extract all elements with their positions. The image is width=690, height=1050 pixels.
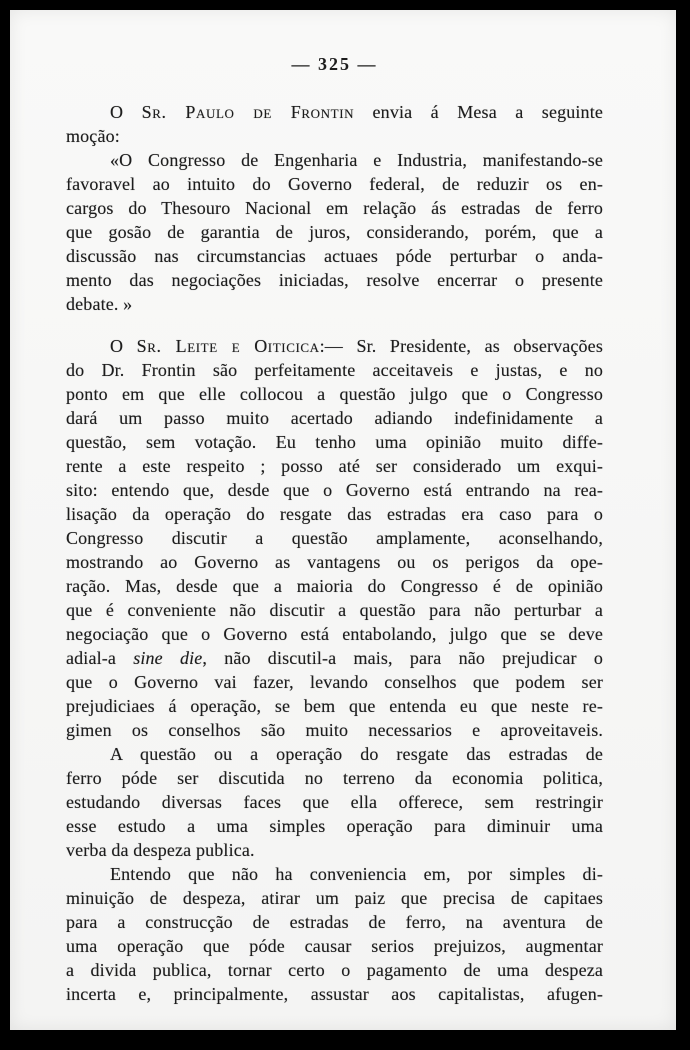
text-segment: rente a este respeito ; posso até ser considerado um exqui- [66, 456, 603, 476]
motion-quote [66, 148, 603, 316]
text-line [66, 958, 603, 982]
text-segment: ração. Mas, desde que a maioria do Congresso é de opinião [66, 576, 603, 596]
text-line [66, 478, 603, 502]
document-text [66, 100, 603, 1006]
text-segment: a divida publica, tornar certo o pagamento de uma despeza [66, 960, 603, 980]
text-segment: «O Congresso de Engenharia e Industria, manifestando-se [110, 150, 603, 170]
text-line [66, 718, 603, 742]
text-line [66, 358, 603, 382]
text-segment: para a construcção de estradas de ferro, na aventura de [66, 912, 603, 932]
text-line [66, 646, 603, 670]
text-line [66, 172, 603, 196]
text-line [66, 292, 603, 316]
text-line [66, 886, 603, 910]
text-line [66, 550, 603, 574]
text-line [66, 910, 603, 934]
text-segment: O [110, 102, 142, 122]
text-line [66, 382, 603, 406]
text-segment: questão, sem votação. Eu tenho uma opinião muito diffe- [66, 432, 603, 452]
text-line [66, 622, 603, 646]
text-segment: lisação da operação do resgate das estradas era caso para o [66, 504, 603, 524]
text-segment: mento das negociações iniciadas, resolve encerrar o presente [66, 270, 603, 290]
text-segment: discussão nas circumstancias actuaes póde perturbar o anda- [66, 246, 603, 266]
page-number: — 325 — [291, 54, 378, 74]
text-segment: moção: [66, 126, 120, 146]
text-segment-italic: sine die [133, 648, 203, 668]
text-segment: Entendo que não ha conveniencia em, por simples di- [110, 864, 603, 884]
text-line [66, 526, 603, 550]
text-line [66, 814, 603, 838]
text-line [66, 148, 603, 172]
text-segment: :— Sr. Presidente, as observações [319, 336, 603, 356]
text-line [66, 766, 603, 790]
text-line [66, 934, 603, 958]
text-line [66, 430, 603, 454]
text-segment-smallcaps: Sr. Paulo de Frontin [141, 102, 355, 122]
text-segment: debate. » [66, 294, 133, 314]
text-line [66, 406, 603, 430]
text-line [66, 196, 603, 220]
text-line [66, 220, 603, 244]
scanned-book-page [10, 10, 676, 1030]
text-segment: minuição de despeza, atirar um paiz que precisa de capitaes [66, 888, 603, 908]
text-segment: esse estudo a uma simples operação para diminuir uma [66, 816, 603, 836]
text-line [66, 502, 603, 526]
text-line [66, 334, 603, 358]
text-line [66, 694, 603, 718]
text-segment: verba da despeza publica. [66, 840, 255, 860]
text-line [66, 100, 603, 124]
text-segment: Congresso discutir a questão amplamente, aconselhando, [66, 528, 603, 548]
text-segment: ferro póde ser discutida no terreno da economia politica, [66, 768, 603, 788]
text-line [66, 124, 603, 148]
text-line [66, 982, 603, 1006]
text-segment: A questão ou a operação do resgate das estradas de [110, 744, 603, 764]
text-segment: que gosão de garantia de juros, considerando, porém, que a [66, 222, 603, 242]
text-segment: prejudiciaes á operação, se bem que entenda eu que neste re- [66, 696, 603, 716]
text-segment: que o Governo vai fazer, levando conselhos que podem ser [66, 672, 603, 692]
text-segment: mostrando ao Governo as vantagens ou os perigos da ope- [66, 552, 603, 572]
text-segment: uma operação que póde causar serios prejuizos, augmentar [66, 936, 603, 956]
text-segment: favoravel ao intuito do Governo federal, de reduzir os en- [66, 174, 603, 194]
text-line [66, 454, 603, 478]
text-segment: gimen os conselhos são muito necessarios e aproveitaveis. [66, 720, 603, 740]
text-line [66, 268, 603, 292]
text-segment: O [110, 336, 137, 356]
text-line [66, 670, 603, 694]
text-segment: adial-a [66, 648, 134, 668]
text-segment: negociação que o Governo está entabolando, julgo que se deve [66, 624, 603, 644]
text-line [66, 742, 603, 766]
text-line [66, 790, 603, 814]
text-segment: do Dr. Frontin são perfeitamente acceitaveis e justas, e no [66, 360, 603, 380]
text-segment: dará um passo muito acertado adiando indefinidamente a [66, 408, 603, 428]
text-line [66, 574, 603, 598]
text-line [66, 862, 603, 886]
text-line [66, 598, 603, 622]
text-segment: ponto em que elle collocou a questão julgo que o Congresso [66, 384, 603, 404]
text-segment: cargos do Thesouro Nacional em relação ás estradas de ferro [66, 198, 603, 218]
text-segment: envia á Mesa a seguinte [354, 102, 603, 122]
oiticica-speech-opening [66, 334, 603, 742]
text-segment: que é conveniente não discutir a questão para não perturbar a [66, 600, 603, 620]
oiticica-speech-conveniencia [66, 862, 603, 1006]
text-segment: estudando diversas faces que ella offerece, sem restringir [66, 792, 603, 812]
text-segment: sito: entendo que, desde que o Governo está entrando na rea- [66, 480, 603, 500]
text-segment: incerta e, principalmente, assustar aos capitalistas, afugen- [66, 984, 603, 1004]
text-line [66, 244, 603, 268]
text-segment-smallcaps: Sr. Leite e Oiticica [136, 336, 320, 356]
frontin-motion-intro [66, 100, 603, 148]
text-segment: , não discutil-a mais, para não prejudicar o [202, 648, 603, 668]
oiticica-speech-economia [66, 742, 603, 862]
text-line [66, 838, 603, 862]
